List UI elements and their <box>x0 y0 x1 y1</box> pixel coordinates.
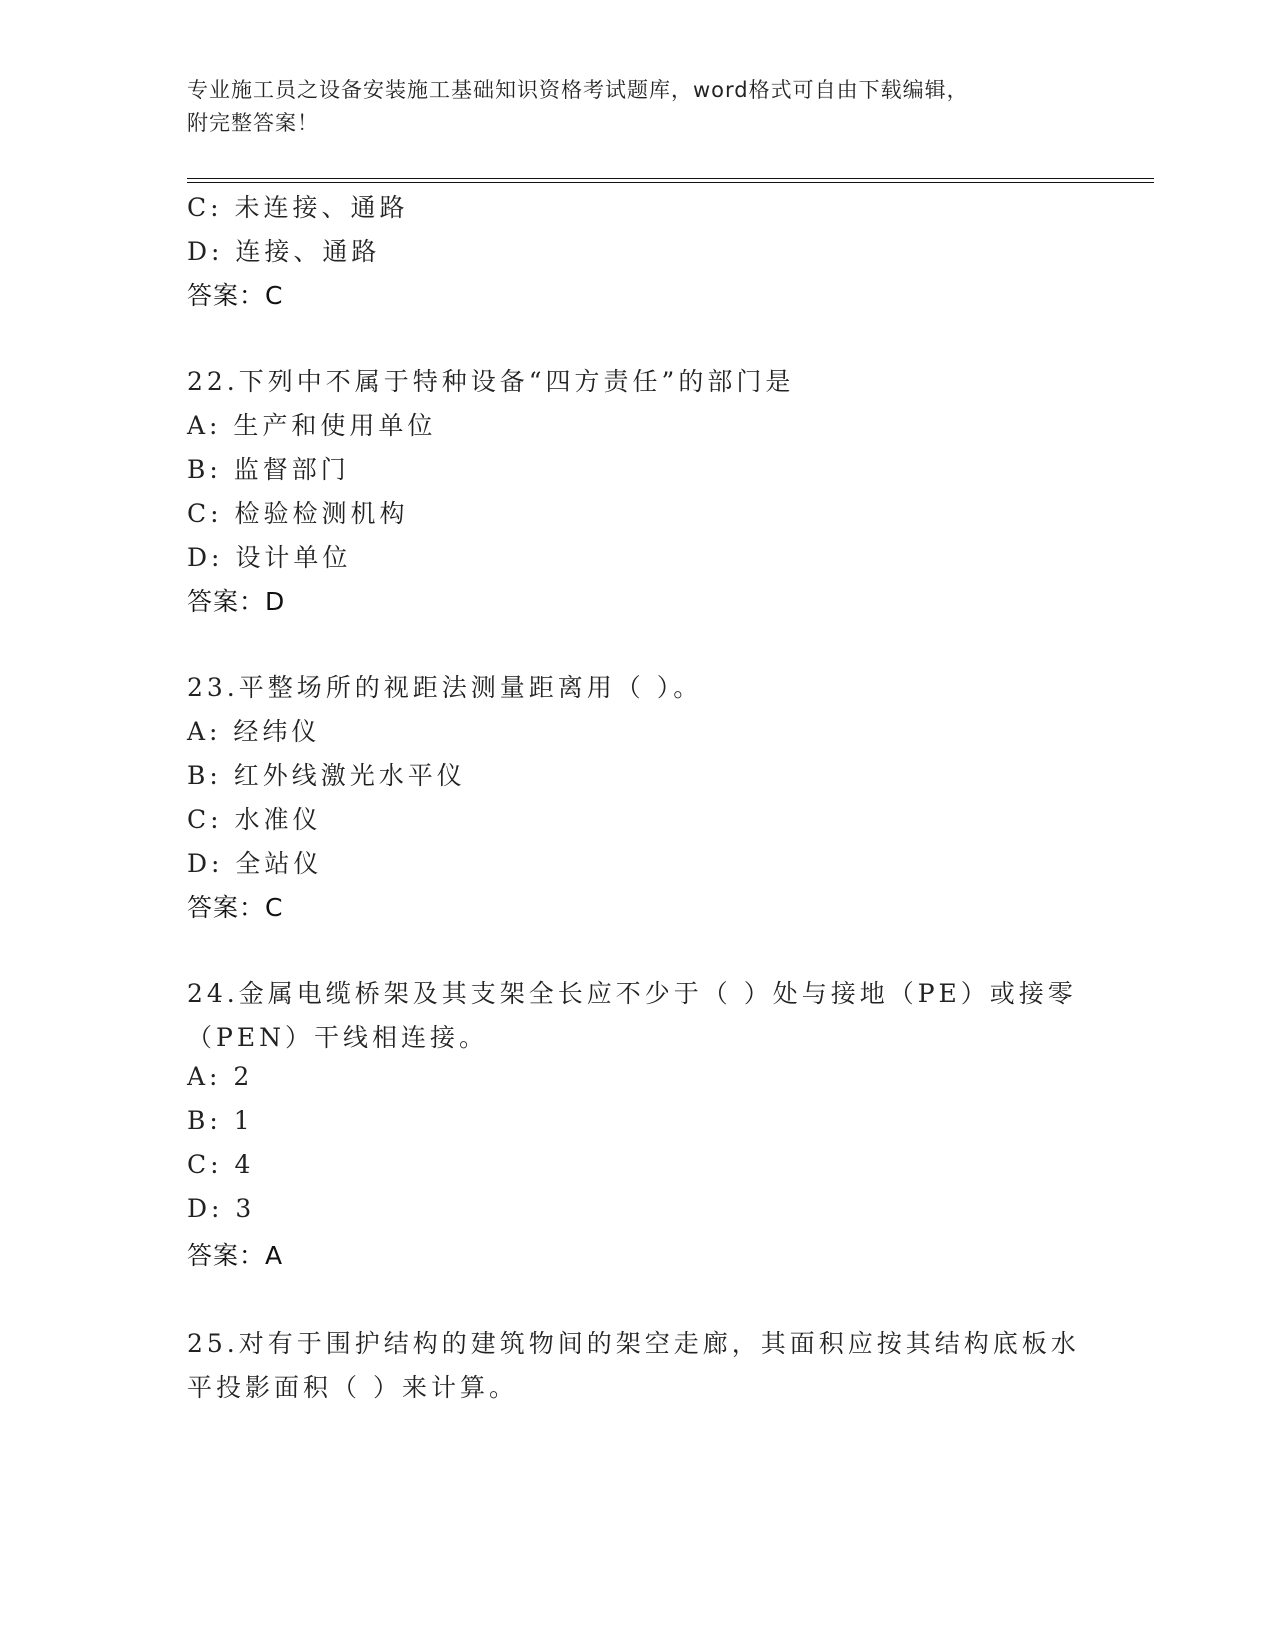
q23-stem: 23.平整场所的视距法测量距离用（ ）。 <box>187 673 703 702</box>
q25-stem-line-1: 25.对有于围护结构的建筑物间的架空走廊，其面积应按其结构底板水 <box>187 1329 1080 1358</box>
header-line-1: 专业施工员之设备安装施工基础知识资格考试题库，word格式可自由下载编辑， <box>187 78 969 102</box>
q23-option-d: D: 全站仪 <box>187 849 323 878</box>
header-divider-bottom <box>187 182 1154 183</box>
q23-answer: 答案：C <box>187 893 284 922</box>
q23-option-a: A: 经纬仪 <box>187 717 321 746</box>
q21-answer: 答案：C <box>187 281 284 310</box>
q24-option-c: C: 4 <box>187 1150 255 1179</box>
header-line-2: 附完整答案！ <box>187 111 319 135</box>
q24-option-a: A: 2 <box>187 1062 254 1091</box>
q22-option-a: A: 生产和使用单位 <box>187 411 437 440</box>
q24-stem-line-1: 24.金属电缆桥架及其支架全长应不少于（ ）处与接地（PE）或接零 <box>187 979 1077 1008</box>
q23-option-b: B: 红外线激光水平仪 <box>187 761 466 790</box>
document-header <box>187 74 1087 140</box>
q22-answer: 答案：D <box>187 587 286 616</box>
q21-option-d: D: 连接、通路 <box>187 237 381 266</box>
q23-option-c: C: 水准仪 <box>187 805 322 834</box>
header-divider-top <box>187 178 1154 179</box>
q22-stem: 22.下列中不属于特种设备“四方责任”的部门是 <box>187 367 795 396</box>
q22-option-c: C: 检验检测机构 <box>187 499 409 528</box>
q24-stem-line-2: （PEN）干线相连接。 <box>187 1023 488 1052</box>
q24-option-b: B: 1 <box>187 1106 254 1135</box>
q22-option-b: B: 监督部门 <box>187 455 350 484</box>
q24-answer: 答案：A <box>187 1241 284 1270</box>
q22-option-d: D: 设计单位 <box>187 543 352 572</box>
q21-option-c: C: 未连接、通路 <box>187 193 409 222</box>
q24-option-d: D: 3 <box>187 1194 256 1223</box>
q25-stem-line-2: 平投影面积（ ）来计算。 <box>187 1373 518 1402</box>
